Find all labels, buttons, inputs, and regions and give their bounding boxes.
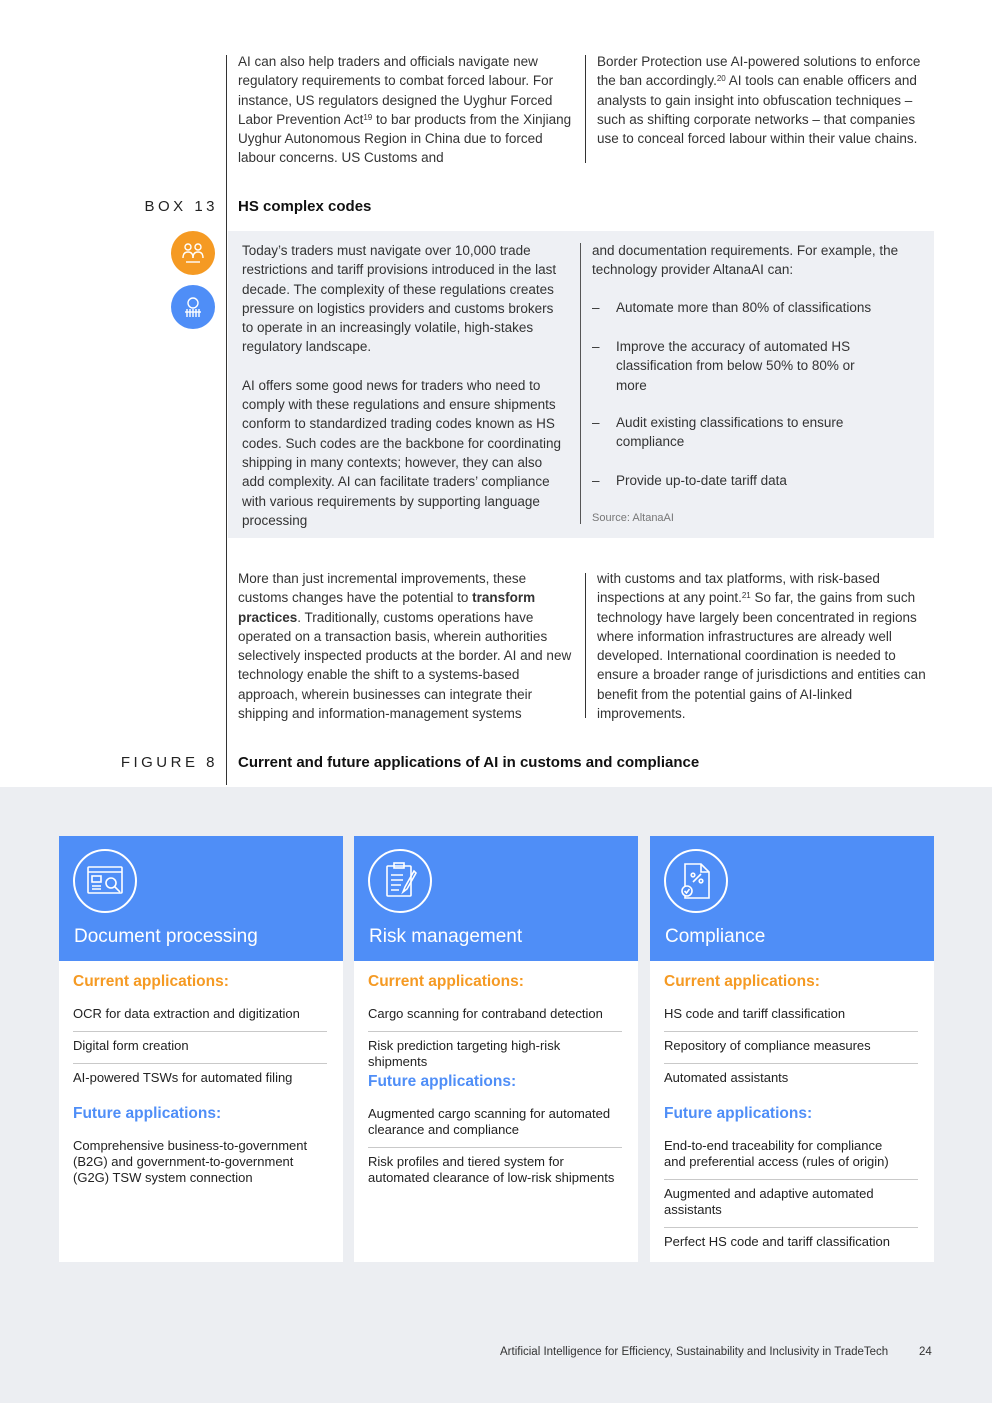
box-right-column	[592, 241, 922, 280]
future-applications-title: Future applications:	[73, 1105, 222, 1122]
current-applications-title: Current applications:	[664, 973, 820, 990]
intro-col2-text: Border Protection use AI-powered solutions to enforce the ban accordingly.	[597, 54, 921, 89]
divider	[664, 1063, 918, 1064]
list-item: Augmented and adaptive automated assistants	[664, 1186, 874, 1217]
divider	[73, 1031, 327, 1032]
body-col1	[238, 569, 578, 723]
intro-col1-rest: to bar products from the Xinjiang Uyghur Autonomous Region in China due to forced labour concerns. US Customs and	[238, 111, 572, 166]
current-applications-title: Current applications:	[368, 973, 524, 990]
list-item: Automated assistants	[664, 1070, 789, 1085]
intro-col1-text: AI can also help traders and officials navigate new regulatory requirements to combat forced labour. For instance, US regulators designed the Uyghur Forced Labor Prevention Act	[238, 54, 554, 127]
dash-2: –	[592, 339, 600, 354]
dash-1: –	[592, 300, 600, 315]
box-left-column	[242, 241, 568, 530]
divider	[664, 1031, 918, 1032]
list-item: Cargo scanning for contraband detection	[368, 1006, 603, 1021]
box-source: Source: AltanaAI	[592, 512, 674, 524]
footnote-ref-20[interactable]: 20	[716, 74, 726, 84]
card-title: Risk management	[369, 926, 523, 947]
percent-document-icon	[664, 849, 728, 913]
footnote-ref-21[interactable]: 21	[741, 591, 751, 601]
transform-practices-emphasis: transform practices	[238, 590, 536, 625]
list-item: Risk prediction targeting high-risk shipments	[368, 1038, 561, 1069]
list-item: Repository of compliance measures	[664, 1038, 871, 1053]
body-col1-text: More than just incremental improvements, these customs changes have the potential to	[238, 571, 527, 606]
box-left-p1: Today’s traders must navigate over 10,000 trade restrictions and tariff provisions introduced in the last decade. The complexity of these regulations creates pressure on logistics providers and customs brokers to operate in an increasingly volatile, high-stakes regulatory landscape.	[242, 243, 557, 355]
intro-col2-rest: AI tools can enable officers and analysts to gain insight into obfuscation techniques – such as shifting corporate networks – that companies use to conceal forced labour within their value chains.	[597, 73, 918, 147]
card-title: Document processing	[74, 926, 258, 947]
box-title: HS complex codes	[238, 198, 372, 215]
box-column-divider	[580, 243, 581, 524]
box-bullet-1-text: Automate more than 80% of classifications	[616, 300, 872, 315]
box-bullet-3	[592, 413, 922, 452]
list-item: End-to-end traceability for compliance and preferential access (rules of origin)	[664, 1138, 889, 1169]
list-item: Comprehensive business-to-government (B2G) and government-to-government (G2G) TSW system connection	[73, 1138, 308, 1185]
list-item: Perfect HS code and tariff classification	[664, 1234, 890, 1249]
body-column-divider	[585, 573, 586, 718]
box-bullet-2	[592, 337, 922, 395]
figure-label: FIGURE 8	[120, 754, 218, 771]
body-col2-rest: So far, the gains from such technology have largely been concentrated in regions where information infrastructures are already well developed. International coordination is needed to ensure a broader range of jurisdictions and entities can benefit from the potential gains of AI-linked improvements.	[597, 590, 926, 722]
box-bullet-4-text: Provide up-to-date tariff data	[616, 473, 787, 488]
list-item: Digital form creation	[73, 1038, 189, 1053]
body-col2-text: with customs and tax platforms, with risk-based inspections at any point.	[597, 571, 880, 606]
card-risk-management	[354, 836, 638, 1262]
card-compliance	[650, 836, 934, 1262]
list-item: OCR for data extraction and digitization	[73, 1006, 300, 1021]
figure-title: Current and future applications of AI in customs and compliance	[238, 754, 700, 771]
divider	[368, 1031, 622, 1032]
people-icon	[171, 231, 215, 275]
body-col2	[597, 569, 935, 723]
box-bullet-3-text: Audit existing classifications to ensure compliance	[616, 415, 844, 450]
divider	[664, 1227, 918, 1228]
box-bullet-4	[592, 471, 922, 490]
list-item: Risk profiles and tiered system for automated clearance of low-risk shipments	[368, 1154, 615, 1185]
list-item: HS code and tariff classification	[664, 1006, 846, 1021]
footnote-ref-19[interactable]: 19	[363, 112, 373, 122]
page-number: 24	[919, 1346, 932, 1358]
box-bullet-1	[592, 298, 922, 317]
left-margin-rule	[226, 55, 227, 785]
box-bullet-2-text: Improve the accuracy of automated HS classification from below 50% to 80% or more	[616, 339, 855, 393]
dash-3: –	[592, 415, 600, 430]
body-col1-rest: . Traditionally, customs operations have operated on a transaction basis, wherein authorities selectively inspected products at the border. AI and new technology enable the shift to a systems-based approach, wherein businesses can integrate their shipping and information-management systems	[238, 609, 572, 722]
divider	[368, 1147, 622, 1148]
divider	[664, 1179, 918, 1180]
document-search-icon	[73, 849, 137, 913]
future-applications-title: Future applications:	[664, 1105, 813, 1122]
clipboard-pen-icon	[368, 849, 432, 913]
current-applications-title: Current applications:	[73, 973, 229, 990]
list-item: Augmented cargo scanning for automated clearance and compliance	[368, 1106, 611, 1137]
future-applications-title: Future applications:	[368, 1073, 517, 1090]
card-title: Compliance	[665, 926, 766, 947]
list-item: AI-powered TSWs for automated filing	[73, 1070, 293, 1085]
footer-title: Artificial Intelligence for Efficiency, Sustainability and Inclusivity in TradeTech	[500, 1346, 889, 1358]
box-label: BOX 13	[144, 198, 218, 215]
card-header	[354, 836, 638, 961]
intro-column-divider	[585, 55, 586, 163]
box-left-p2: AI offers some good news for traders who need to comply with these regulations and ensure shipments conform to standardized trading codes known as HS codes. Such codes are the backbone for coordinating shipping in many contexts; however, they can also add complexity. AI can facilitate traders’ compliance with various requirements by supporting language processing	[242, 377, 561, 528]
divider	[73, 1063, 327, 1064]
dash-4: –	[592, 473, 600, 488]
intro-col1	[238, 52, 576, 168]
card-document-processing	[59, 836, 343, 1262]
intro-col2	[597, 52, 937, 148]
card-header	[59, 836, 343, 961]
card-header	[650, 836, 934, 961]
chip-icon	[171, 285, 215, 329]
box-right-intro: and documentation requirements. For example, the technology provider AltanaAI can:	[592, 243, 899, 278]
